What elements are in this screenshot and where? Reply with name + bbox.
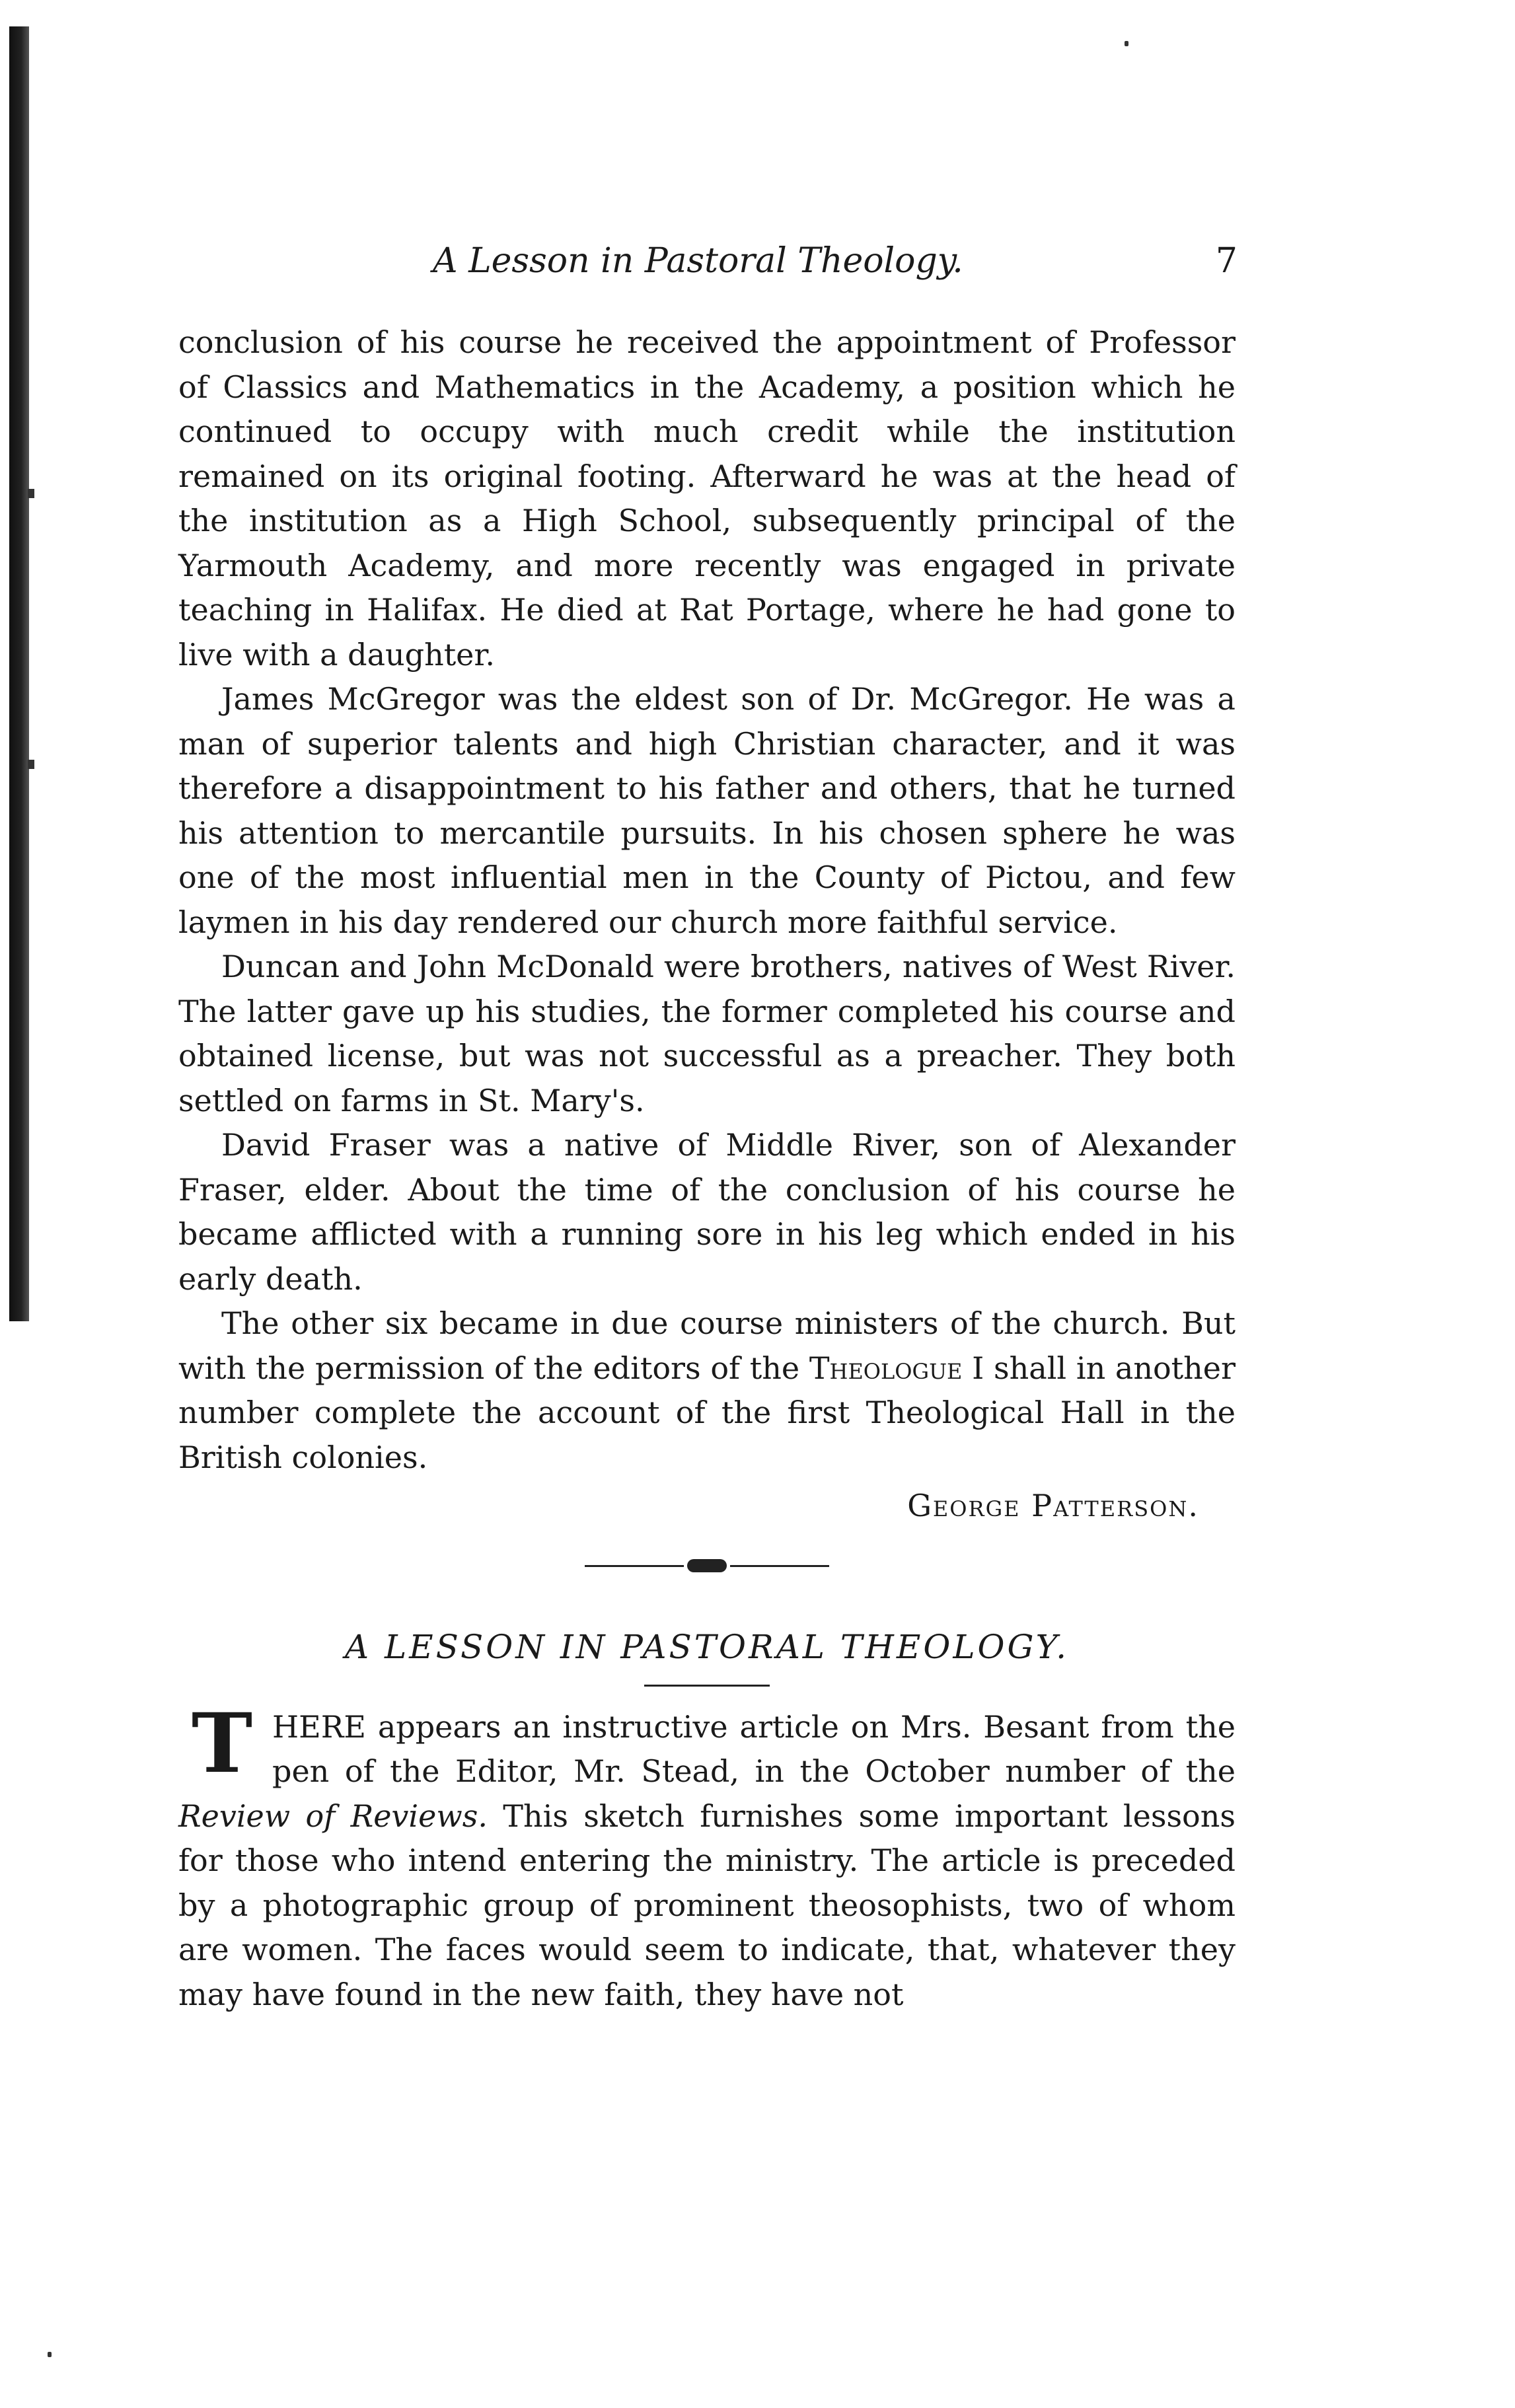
paragraph: [178, 1695, 1236, 2018]
binding-mark: [28, 760, 34, 769]
divider-knot: [687, 1559, 727, 1572]
divider-line: [585, 1565, 684, 1567]
paragraph: James McGregor was the eldest son of Dr. McGregor. He was a man of superior talents and high Christian character, and it was therefore a disappointment to his father and others, that he turned his attention to mercantile pursuits. In his chosen sphere he was one of the most influential men in the County of Pictou, and few laymen in his day rendered our church more faithful service.: [178, 681, 1236, 940]
stray-mark: [1125, 41, 1128, 46]
author-signature: George Patterson.: [907, 1488, 1199, 1523]
first-word: HERE: [272, 1708, 366, 1745]
paragraph-text: This sketch furnishes some important lessons for those who intend entering the ministry. The article is preceded by a photographic group of prominent theosophists, two of whom are women. The faces would seem to indicate, that, whatever they may have found in the new faith, they have not: [178, 1798, 1236, 2012]
paragraph-text: The other six became in due course ministers of the church. But with the permission of the editors of the: [178, 1305, 1236, 1386]
paragraph: [178, 1301, 1236, 1480]
running-head: A Lesson in Pastoral Theology.: [433, 241, 963, 281]
title-rule: [644, 1685, 770, 1687]
journal-name: Theologue: [809, 1350, 963, 1386]
paragraph: Duncan and John McDonald were brothers, natives of West River. The latter gave up his studies, the former completed his course and obtained license, but was not successful as a preacher. They both settled on farms in St. Mary's.: [178, 949, 1236, 1118]
page-header: [178, 241, 1238, 294]
stray-mark: [48, 2352, 52, 2357]
paragraph-text: I shall in another number complete the account of the first Theological Hall in the British colonies.: [178, 1350, 1236, 1475]
paragraph: David Fraser was a native of Middle River, son of Alexander Fraser, elder. About the time of the conclusion of his course he became afflicted with a running sore in his leg which ended in his early death.: [178, 1127, 1236, 1297]
journal-title: Review of Reviews.: [178, 1798, 488, 1834]
page-binding-edge: [9, 26, 29, 1321]
divider-line: [730, 1565, 829, 1567]
paragraph-text: appears an instructive article on Mrs. Besant from the pen of the Editor, Mr. Stead, in the October number of the: [272, 1708, 1236, 1789]
binding-mark: [28, 489, 34, 498]
section-divider-ornament: [585, 1552, 829, 1579]
paragraph: conclusion of his course he received the appointment of Professor of Classics and Mathematics in the Academy, a position which he continued to occupy with much credit while the institution remained on its original footing. Afterward he was at the head of the institution as a High School, subsequently principal of the Yarmouth Academy, and more recently was engaged in private teaching in Halifax. He died at Rat Portage, where he had gone to live with a daughter.: [178, 324, 1236, 673]
page-number: 7: [1215, 241, 1238, 281]
section-title: A LESSON IN PASTORAL THEOLOGY.: [344, 1627, 1070, 1666]
article-body: [178, 320, 1236, 2017]
drop-cap-letter: T: [191, 1695, 253, 1792]
